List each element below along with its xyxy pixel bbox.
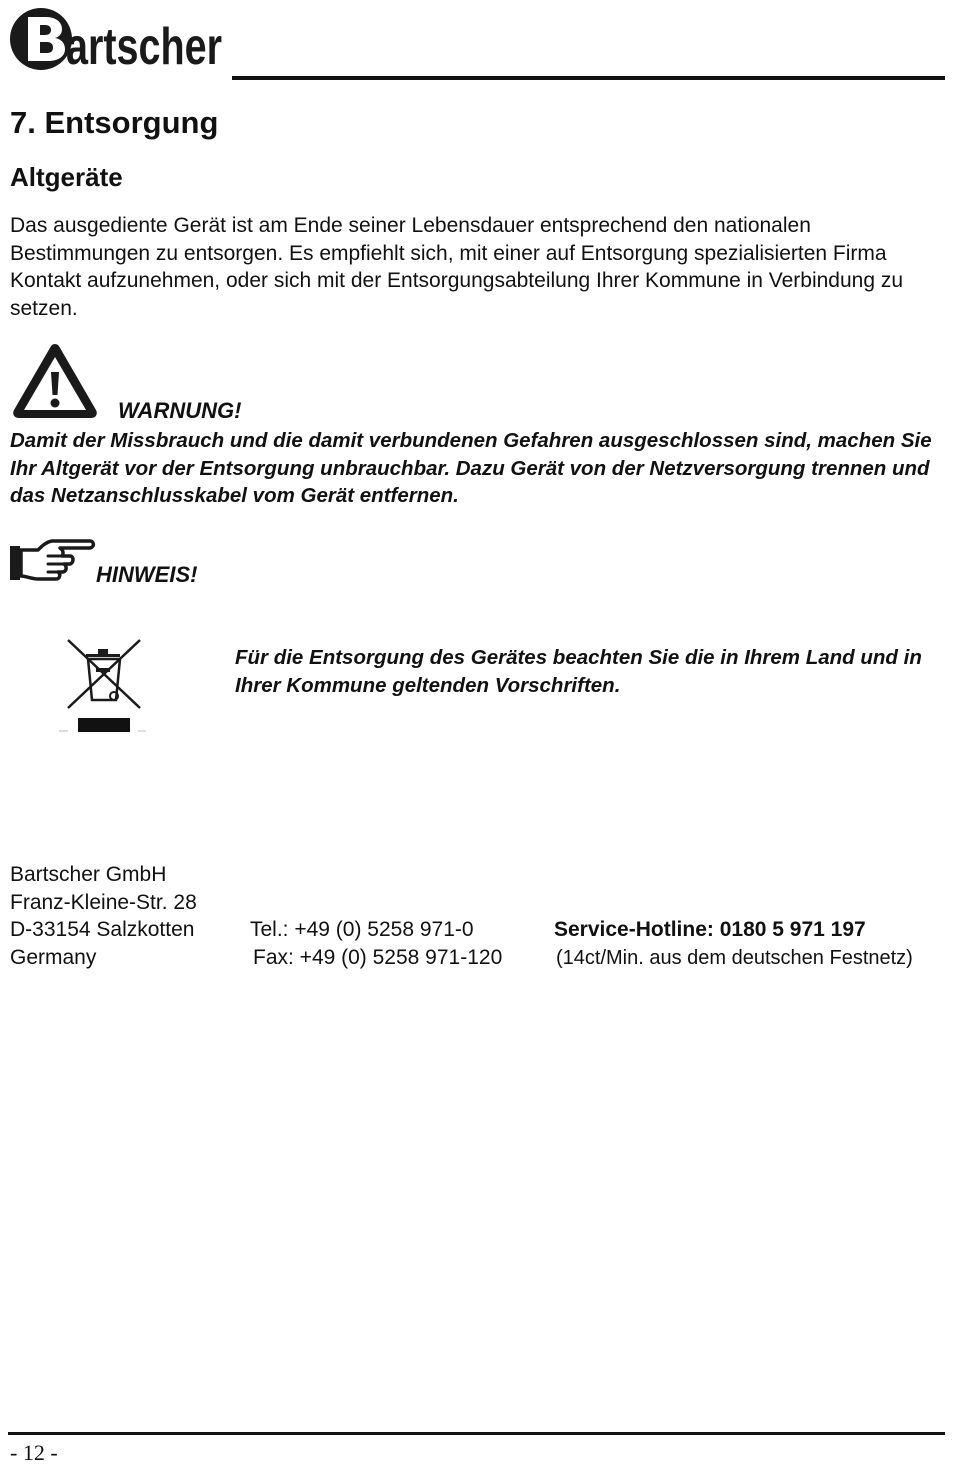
city-address: D-33154 Salzkotten: [10, 918, 195, 941]
warning-label: WARNUNG!: [118, 398, 242, 423]
svg-text:artscher: artscher: [66, 18, 222, 76]
warning-text: Damit der Missbrauch und die damit verbundenen Gefahren ausgeschlossen sind, machen Sie Ihr Altgerät vor der Entsorgung unbrauchbar. Dazu Gerät von der Netzversorgung trennen und das Netzanschlusskabel vom Gerät entfernen.: [10, 429, 932, 507]
hotline-rate-note: (14ct/Min. aus dem deutschen Festnetz): [556, 947, 913, 969]
header-rule: [232, 76, 945, 80]
footer-rule: [8, 1432, 945, 1435]
disposal-paragraph: Das ausgediente Gerät ist am Ende seiner Lebensdauer entsprechend den nationalen Bestimmungen zu entsorgen. Es empfiehlt sich, mit einer auf Entsorgung spezialisierten Firma Kontakt aufzunehmen, oder sich mit der Entsorgungsabteilung Ihrer Kommune in Verbindung zu setzen.: [10, 214, 904, 320]
bartscher-logo-graphic: [10, 6, 225, 76]
service-hotline: Service-Hotline: 0180 5 971 197: [554, 918, 866, 941]
fax-number: Fax: +49 (0) 5258 971-120: [253, 946, 503, 969]
bartscher-logo: [10, 6, 225, 76]
country: Germany: [10, 946, 97, 969]
note-label: HINWEIS!: [96, 562, 198, 587]
pointing-hand-icon: [8, 536, 96, 586]
warning-triangle-icon: [10, 340, 100, 420]
section-title: 7. Entsorgung: [10, 105, 219, 140]
street-address: Franz-Kleine-Str. 28: [10, 891, 197, 914]
note-text: Für die Entsorgung des Gerätes beachten Sie die in Ihrem Land und in Ihrer Kommune geltenden Vorschriften.: [235, 646, 922, 697]
page-number: - 12 -: [10, 1440, 58, 1465]
company-name: Bartscher GmbH: [10, 863, 167, 886]
crossed-out-wheelie-bin-icon: [56, 634, 152, 736]
subsection-title: Altgeräte: [10, 162, 123, 192]
telephone-number: Tel.: +49 (0) 5258 971-0: [250, 918, 474, 941]
